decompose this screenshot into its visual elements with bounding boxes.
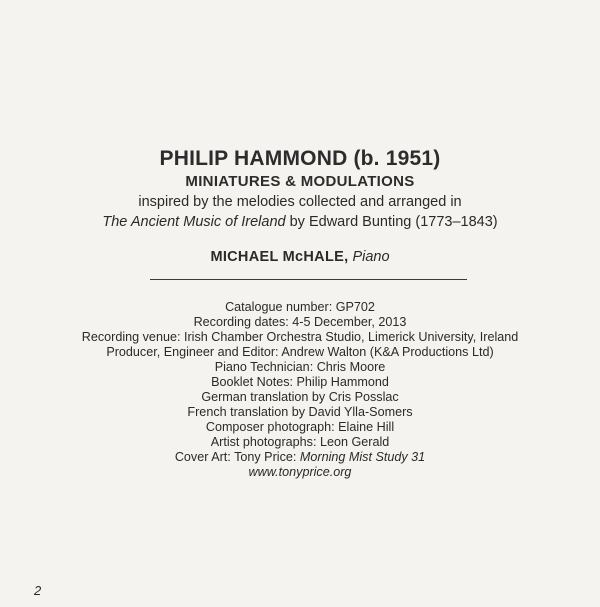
- page-number: 2: [34, 583, 42, 598]
- cover-art: [0, 450, 600, 465]
- source-book-title: The Ancient Music of Ireland: [102, 214, 286, 230]
- piano-technician: Piano Technician: Chris Moore: [214, 360, 386, 374]
- booklet-notes: Booklet Notes: Philip Hammond: [211, 375, 389, 389]
- credits-block: [0, 300, 600, 480]
- recording-dates: Recording dates: 4-5 December, 2013: [193, 315, 407, 329]
- catalogue-number: Catalogue number: GP702: [225, 300, 375, 314]
- website-link: www.tonyprice.org: [248, 465, 352, 479]
- divider: [150, 279, 467, 280]
- inspired-line: inspired by the melodies collected and arranged in: [138, 194, 462, 210]
- artist-photographs: Artist photographs: Leon Gerald: [210, 435, 390, 449]
- performer-line: [0, 249, 600, 265]
- performer-instrument: Piano: [352, 249, 390, 265]
- cover-art-label: Cover Art: Tony Price:: [174, 450, 300, 464]
- composer-photograph: Composer photograph: Elaine Hill: [205, 420, 395, 434]
- producer-credit: Producer, Engineer and Editor: Andrew Walton (K&A Productions Ltd): [106, 345, 494, 359]
- source-author: by Edward Bunting (1773–1843): [285, 214, 498, 230]
- work-title: MINIATURES & MODULATIONS: [185, 173, 415, 190]
- performer-name: MICHAEL McHALE,: [210, 249, 349, 265]
- french-translation: French translation by David Ylla-Somers: [187, 405, 413, 419]
- recording-venue: Recording venue: Irish Chamber Orchestra Studio, Limerick University, Ireland: [81, 330, 519, 344]
- german-translation: German translation by Cris Posslac: [201, 390, 399, 404]
- composer-title: PHILIP HAMMOND (b. 1951): [159, 147, 441, 170]
- website: [0, 465, 600, 480]
- source-line: [0, 214, 600, 230]
- cover-art-title: Morning Mist Study 31: [299, 450, 426, 464]
